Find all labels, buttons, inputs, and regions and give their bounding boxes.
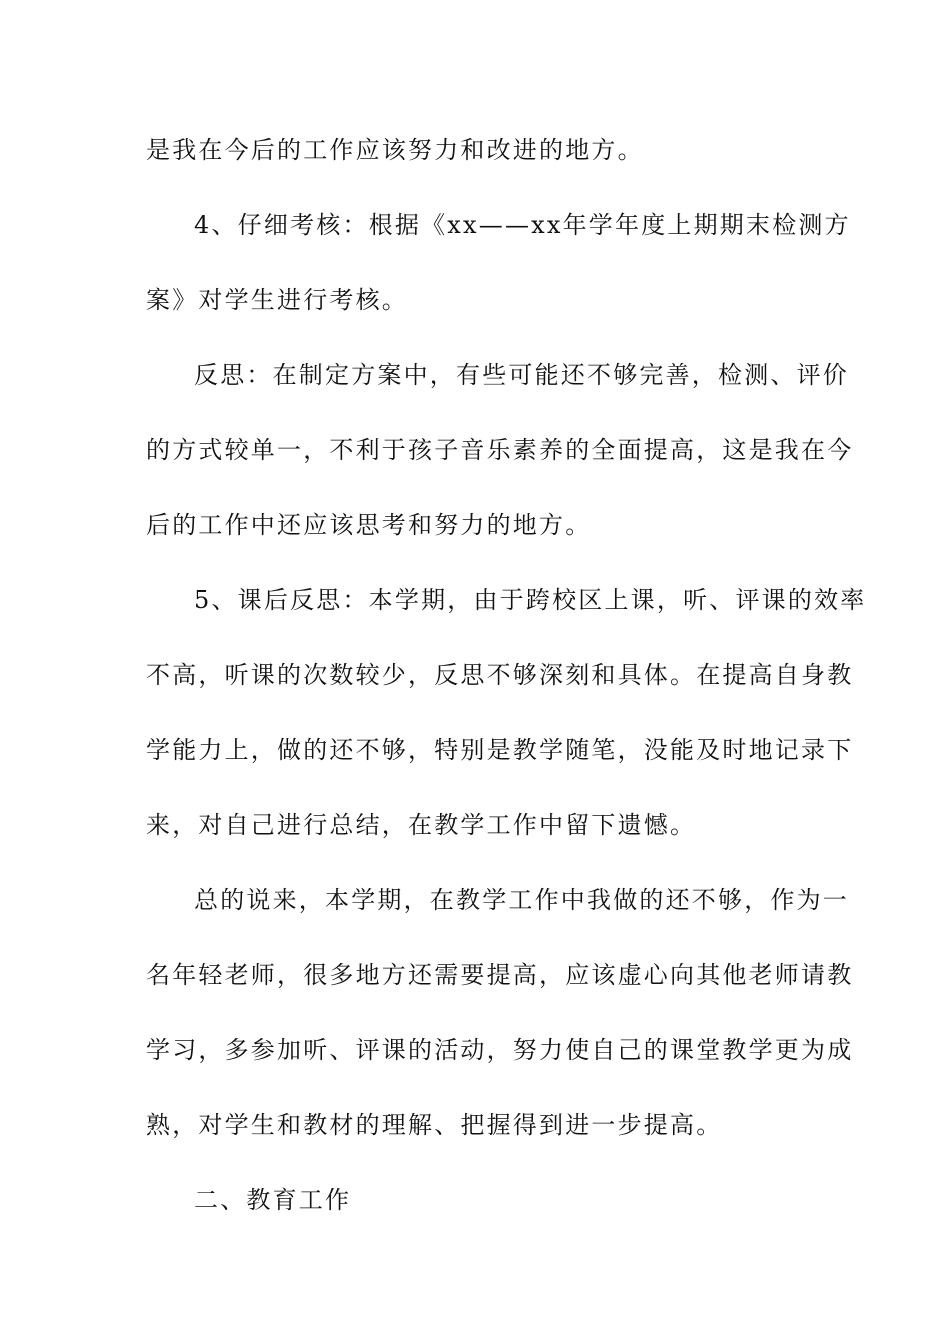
paragraph-line: 5、课后反思：本学期，由于跨校区上课，听、评课的效率 xyxy=(194,586,867,614)
paragraph-line: 后的工作中还应该思考和努力的地方。 xyxy=(146,511,592,539)
section-heading: 二、教育工作 xyxy=(194,1186,352,1214)
paragraph-line: 的方式较单一，不利于孩子音乐素养的全面提高，这是我在今 xyxy=(146,436,854,464)
paragraph-line: 是我在今后的工作应该努力和改进的地方。 xyxy=(146,136,644,164)
paragraph-line: 学习，多参加听、评课的活动，努力使自己的课堂教学更为成 xyxy=(146,1036,854,1064)
paragraph-line: 熟，对学生和教材的理解、把握得到进一步提高。 xyxy=(146,1111,723,1139)
paragraph-line: 反思：在制定方案中，有些可能还不够完善，检测、评价 xyxy=(194,361,849,389)
paragraph-line: 总的说来，本学期，在教学工作中我做的还不够，作为一 xyxy=(194,886,849,914)
paragraph-line: 名年轻老师，很多地方还需要提高，应该虚心向其他老师请教 xyxy=(146,961,854,989)
paragraph-line: 案》对学生进行考核。 xyxy=(146,286,408,314)
paragraph-line: 4、仔细考核：根据《xx——xx年学年度上期期末检测方 xyxy=(194,211,851,239)
paragraph-line: 学能力上，做的还不够，特别是教学随笔，没能及时地记录下 xyxy=(146,736,854,764)
paragraph-line: 不高，听课的次数较少，反思不够深刻和具体。在提高自身教 xyxy=(146,661,854,689)
paragraph-line: 来，对自己进行总结，在教学工作中留下遗憾。 xyxy=(146,811,697,839)
